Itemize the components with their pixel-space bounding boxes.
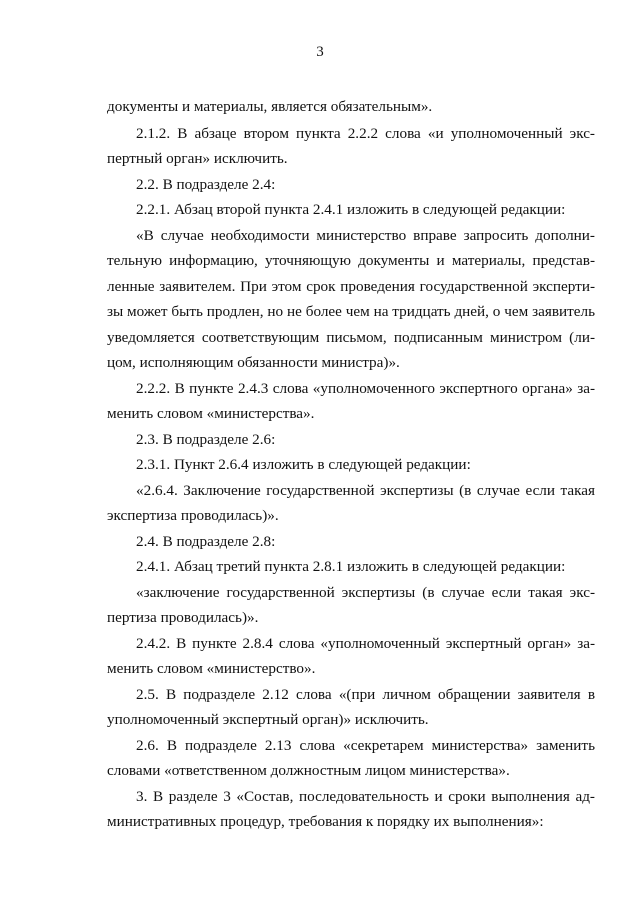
text-line: пертный орган» исключить.: [107, 150, 288, 167]
text-line: экспертиза проводилась)».: [107, 507, 279, 524]
text-line: документы и материалы, является обязательным».: [107, 98, 433, 115]
text-line: 2.4.1. Абзац третий пункта 2.8.1 изложить в следующей редакции:: [136, 558, 566, 575]
text-line: «заключение государственной экспертизы (в случае если такая экс-: [136, 584, 595, 601]
text-line: менить словом «министерство».: [107, 660, 316, 677]
text-line: министративных процедур, требования к порядку их выполнения»:: [107, 813, 544, 830]
text-line: ленные заявителем. При этом срок проведения государственной эксперти-: [107, 278, 595, 295]
text-line: пертиза проводилась)».: [107, 609, 259, 626]
text-line: 3. В разделе 3 «Состав, последовательность и сроки выполнения ад-: [136, 788, 595, 805]
text-line: менить словом «министерства».: [107, 405, 315, 422]
text-line: 2.2.2. В пункте 2.4.3 слова «уполномоченного экспертного органа» за-: [136, 380, 595, 397]
text-line: 2.5. В подразделе 2.12 слова «(при личном обращении заявителя в: [136, 686, 595, 703]
text-line: 2.3. В подразделе 2.6:: [136, 431, 276, 448]
text-line: зы может быть продлен, но не более чем на тридцать дней, о чем заявитель: [107, 303, 595, 320]
text-line: тельную информацию, уточняющую документы и материалы, представ-: [107, 252, 595, 269]
text-line: 2.1.2. В абзаце втором пункта 2.2.2 слова «и уполномоченный экс-: [136, 125, 595, 142]
text-line: 2.2.1. Абзац второй пункта 2.4.1 изложить в следующей редакции:: [136, 201, 566, 218]
text-line: словами «ответственном должностным лицом министерства».: [107, 762, 510, 779]
text-line: 2.4. В подразделе 2.8:: [136, 533, 276, 550]
text-line: 2.6. В подразделе 2.13 слова «секретарем министерства» заменить: [136, 737, 595, 754]
text-line: 2.2. В подразделе 2.4:: [136, 176, 276, 193]
text-line: уполномоченный экспертный орган)» исключить.: [107, 711, 429, 728]
text-line: «В случае необходимости министерство вправе запросить дополни-: [136, 227, 595, 244]
text-line: цом, исполняющим обязанности министра)».: [107, 354, 400, 371]
text-line: 2.4.2. В пункте 2.8.4 слова «уполномоченный экспертный орган» за-: [136, 635, 595, 652]
text-line: 2.3.1. Пункт 2.6.4 изложить в следующей редакции:: [136, 456, 471, 473]
page-number: 3: [316, 44, 324, 60]
text-line: «2.6.4. Заключение государственной экспертизы (в случае если такая: [136, 482, 595, 499]
text-line: уведомляется соответствующим письмом, подписанным министром (ли-: [107, 329, 595, 346]
